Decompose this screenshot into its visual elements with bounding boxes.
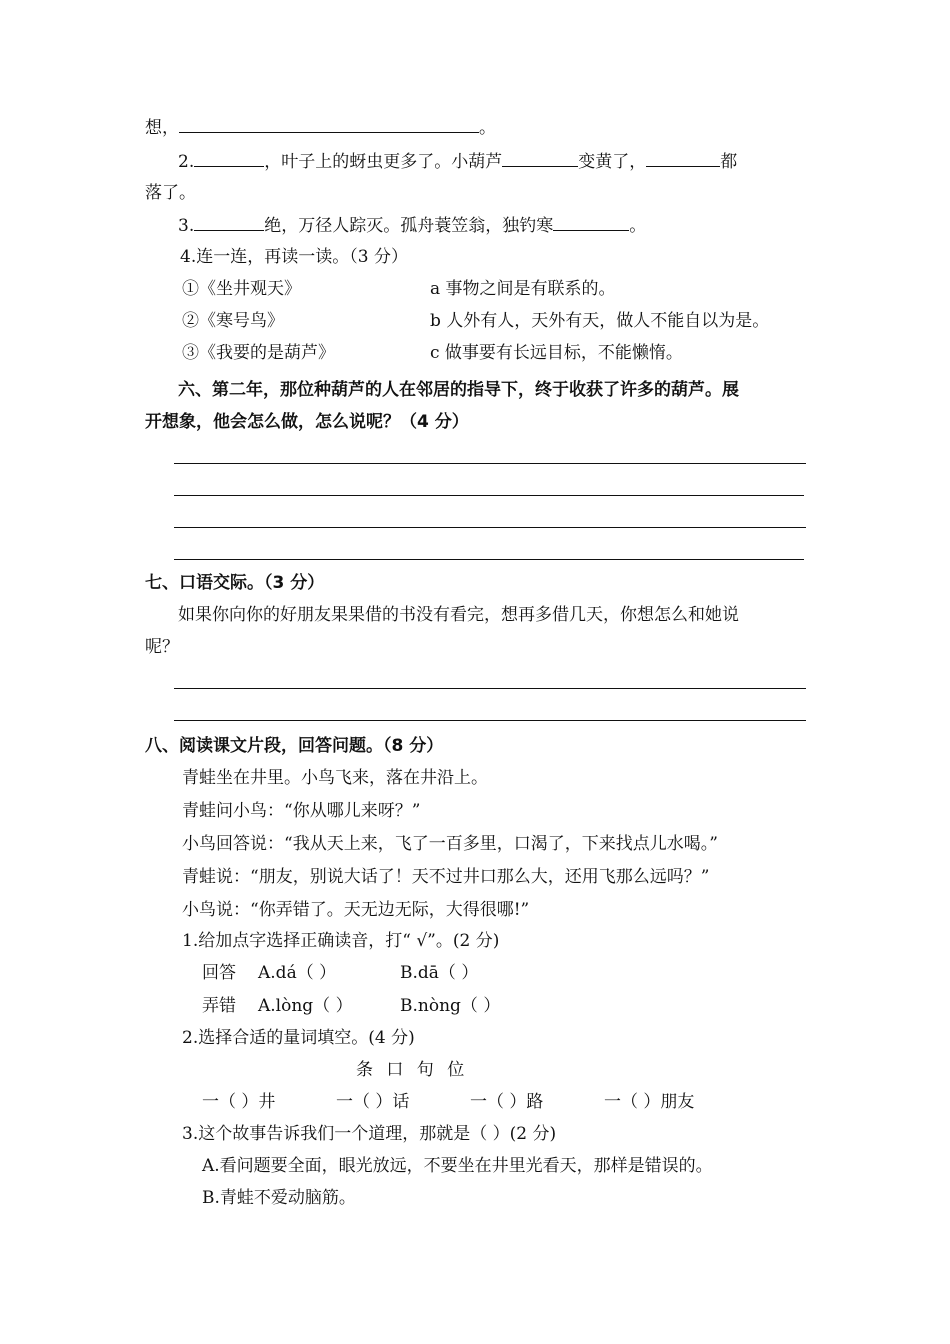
answer-line[interactable] — [174, 720, 806, 721]
pinyin-word: 弄错 — [202, 996, 236, 1016]
match-left-2[interactable]: ②《寒号鸟》 — [182, 311, 284, 331]
passage-line: 小鸟说：“你弄错了。天无边无际，大得很哪!” — [182, 900, 530, 920]
answer-blank[interactable] — [194, 214, 264, 231]
answer-line[interactable] — [174, 559, 804, 560]
section-8-title: 八、阅读课文片段，回答问题。（8 分） — [145, 736, 444, 756]
question-4-title: 4.连一连，再读一读。（3 分） — [180, 247, 408, 267]
text: 都 — [720, 152, 738, 172]
match-right-a[interactable]: a 事物之间是有联系的。 — [430, 279, 616, 299]
measure-item[interactable]: 一（ ）朋友 — [604, 1092, 695, 1112]
measure-word-options: 条 口 句 位 — [356, 1060, 469, 1080]
pinyin-option-a[interactable]: A.lòng（ ） — [258, 996, 353, 1016]
question-2-cont: 落了。 — [145, 183, 196, 203]
section-7-prompt: 如果你向你的好朋友果果借的书没有看完，想再多借几天，你想怎么和她说 — [178, 605, 739, 625]
choice-b[interactable]: B.青蛙不爱动脑筋。 — [202, 1188, 356, 1208]
question-number: 3. — [178, 216, 195, 236]
passage-line: 青蛙问小鸟：“你从哪儿来呀？” — [182, 801, 421, 821]
pinyin-option-b[interactable]: B.nòng（ ） — [400, 996, 501, 1016]
answer-blank[interactable] — [179, 116, 479, 133]
text: 绝，万径人踪灭。孤舟蓑笠翁，独钓寒 — [264, 216, 554, 236]
answer-line[interactable] — [174, 527, 806, 528]
answer-blank[interactable] — [646, 150, 720, 167]
text: 想， — [145, 118, 179, 138]
answer-blank[interactable] — [502, 150, 578, 167]
answer-line[interactable] — [174, 463, 806, 464]
passage-line: 青蛙说：“朋友，别说大话了！天不过井口那么大，还用飞那么远吗？” — [182, 867, 710, 887]
pinyin-word: 回答 — [202, 963, 236, 983]
measure-item[interactable]: 一（ ）话 — [336, 1092, 410, 1112]
match-right-b[interactable]: b 人外有人，天外有天，做人不能自以为是。 — [430, 311, 770, 331]
answer-blank[interactable] — [553, 214, 629, 231]
match-left-1[interactable]: ①《坐井观天》 — [182, 279, 301, 299]
answer-line[interactable] — [174, 688, 806, 689]
text: 变黄了， — [578, 152, 647, 172]
sub-question-2: 2.选择合适的量词填空。(4 分) — [182, 1028, 415, 1048]
sub-question-1: 1.给加点字选择正确读音，打“ √”。(2 分) — [182, 931, 500, 951]
section-7-prompt-cont: 呢？ — [145, 637, 179, 657]
answer-blank[interactable] — [194, 150, 264, 167]
passage-line: 青蛙坐在井里。小鸟飞来，落在井沿上。 — [182, 768, 488, 788]
measure-item[interactable]: 一（ ）路 — [470, 1092, 544, 1112]
choice-a[interactable]: A.看问题要全面，眼光放远，不要坐在井里光看天，那样是错误的。 — [202, 1156, 713, 1176]
sub-question-3: 3.这个故事告诉我们一个道理，那就是（ ）(2 分) — [182, 1124, 557, 1144]
match-right-c[interactable]: c 做事要有长远目标，不能懒惰。 — [430, 343, 683, 363]
text: ，叶子上的蚜虫更多了。小葫芦 — [264, 152, 503, 172]
pinyin-option-a[interactable]: A.dá（ ） — [258, 963, 337, 983]
match-left-3[interactable]: ③《我要的是葫芦》 — [182, 343, 335, 363]
measure-item[interactable]: 一（ ）井 — [202, 1092, 276, 1112]
passage-line: 小鸟回答说：“我从天上来，飞了一百多里，口渴了，下来找点儿水喝。” — [182, 834, 718, 854]
text: 。 — [629, 216, 647, 236]
text: 。 — [479, 118, 496, 138]
section-6-title-cont: 开想象，他会怎么做，怎么说呢？（4 分） — [145, 412, 469, 432]
poem-line — [145, 116, 496, 139]
question-3 — [178, 214, 646, 237]
question-number: 2. — [178, 152, 195, 172]
question-2 — [178, 150, 737, 173]
section-6-title: 六、第二年，那位种葫芦的人在邻居的指导下，终于收获了许多的葫芦。展 — [178, 380, 739, 400]
section-7-title: 七、口语交际。（3 分） — [145, 573, 325, 593]
pinyin-option-b[interactable]: B.dā（ ） — [400, 963, 479, 983]
answer-line[interactable] — [174, 495, 804, 496]
